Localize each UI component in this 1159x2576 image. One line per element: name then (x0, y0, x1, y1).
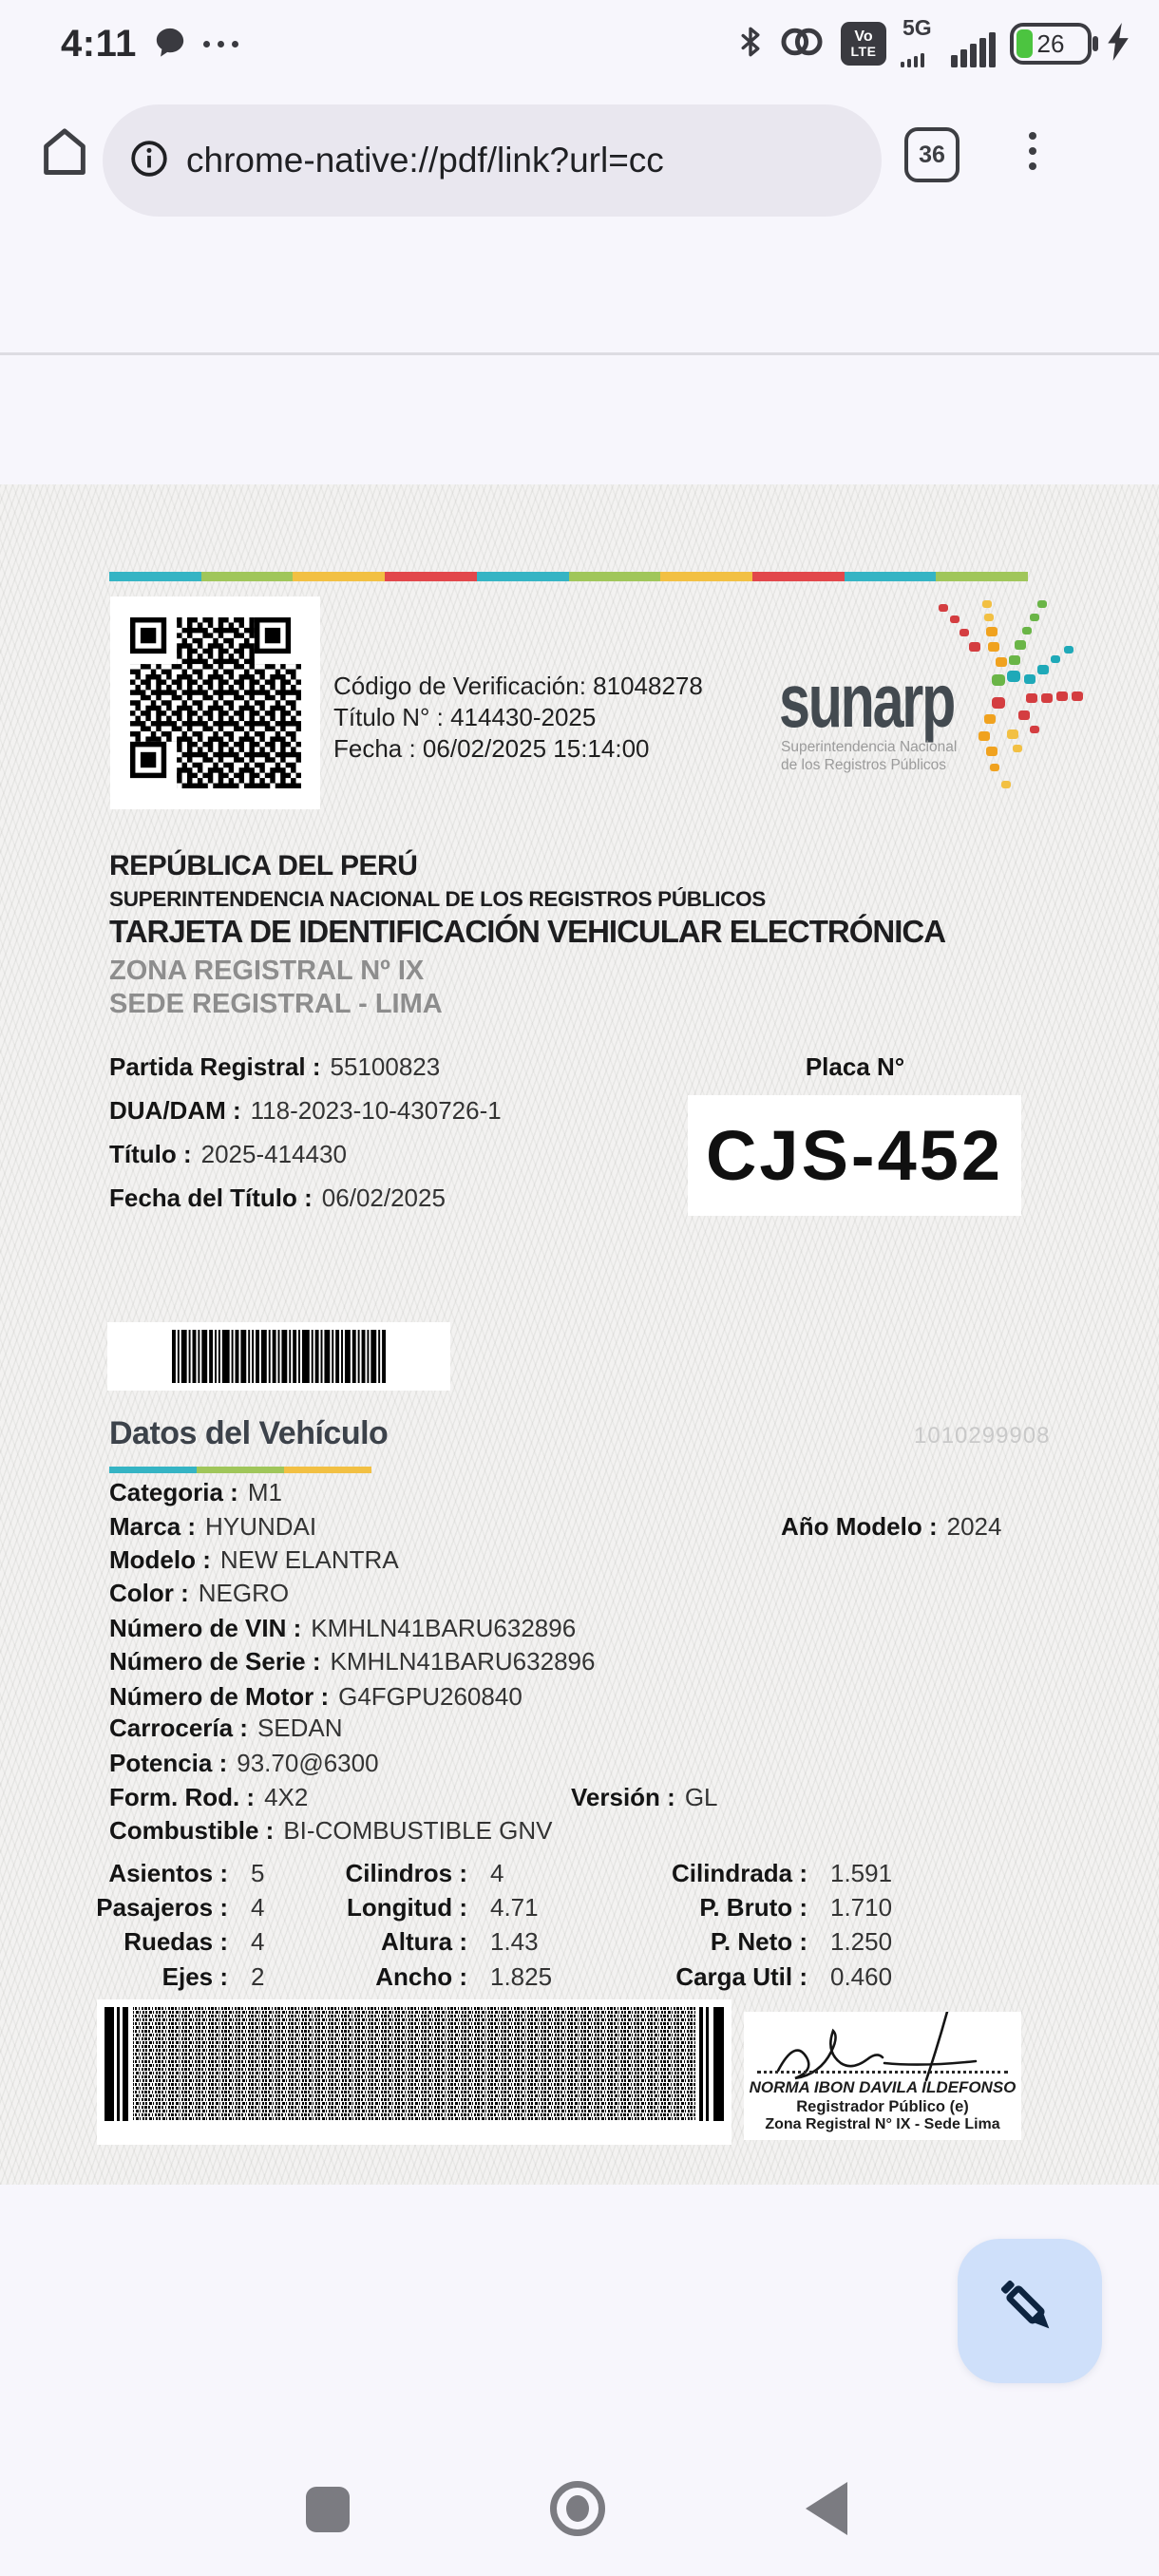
header-zone: ZONA REGISTRAL Nº IX (109, 956, 425, 986)
vehicle-section-heading: Datos del Vehículo (109, 1415, 389, 1451)
field-potencia: Potencia : 93.70@6300 (109, 1749, 379, 1777)
vehicle-heading-underline (109, 1467, 371, 1473)
field-serie: Número de Serie : KMHLN41BARU632896 (109, 1647, 596, 1676)
grid-row-4: Ejes : 2 Ancho : 1.825 Carga Util : 0.460 (162, 1962, 893, 1991)
home-nav-button[interactable] (550, 2481, 605, 2536)
battery-percent-label: 26 (1036, 28, 1065, 58)
network-type-label: 5G (902, 15, 932, 40)
url-text: chrome-native://pdf/link?url=cc (186, 141, 664, 180)
signal-bars-secondary-icon (901, 53, 924, 67)
field-categoria: Categoria : M1 (109, 1478, 282, 1506)
field-marca: Marca : HYUNDAI (109, 1512, 317, 1541)
pencil-icon (992, 2271, 1068, 2352)
volte-badge-icon: Vo LTE (841, 22, 886, 66)
edit-fab-button[interactable] (958, 2239, 1102, 2383)
registrar-name: NORMA IBON DAVILA ILDEFONSO (749, 2078, 1016, 2096)
linked-rings-icon (777, 25, 826, 64)
signature-block (744, 2012, 1021, 2140)
charging-bolt-icon (1106, 23, 1130, 66)
sunarp-starburst-icon (901, 593, 1091, 797)
tab-count-label: 36 (919, 141, 945, 168)
field-dua-dam: DUA/DAM : 118-2023-10-430726-1 (109, 1096, 502, 1125)
more-notifications-icon (203, 41, 238, 47)
sunarp-wordmark: sunarp (779, 658, 955, 743)
header-sede: SEDE REGISTRAL - LIMA (109, 989, 443, 1019)
field-motor: Número de Motor : G4FGPU260840 (109, 1682, 522, 1711)
field-color: Color : NEGRO (109, 1579, 290, 1607)
pdf-document (0, 484, 1159, 2185)
recents-button[interactable] (306, 2487, 350, 2532)
grid-row-3: Ruedas : 4 Altura : 1.43 P. Neto : 1.250 (124, 1927, 893, 1956)
field-partida-registral: Partida Registral : 55100823 (109, 1052, 441, 1081)
page-info-icon[interactable] (129, 139, 169, 183)
verification-title-number: Título N° : 414430-2025 (333, 703, 597, 731)
verification-date: Fecha : 06/02/2025 15:14:00 (333, 734, 650, 763)
battery-indicator (1010, 23, 1092, 65)
grid-row-2: Pasajeros : 4 Longitud : 4.71 P. Bruto : 1.710 (96, 1893, 893, 1922)
field-fecha-titulo: Fecha del Título : 06/02/2025 (109, 1184, 446, 1212)
field-vin: Número de VIN : KMHLN41BARU632896 (109, 1614, 577, 1642)
chat-bubble-icon (154, 26, 186, 63)
battery-nub (1092, 36, 1098, 51)
field-modelo: Modelo : NEW ELANTRA (109, 1545, 399, 1574)
registrar-zone: Zona Registral N° IX - Sede Lima (765, 2116, 1000, 2132)
home-button[interactable] (38, 125, 91, 179)
signature-dotted-line (757, 2071, 1008, 2074)
system-navigation-bar (0, 2466, 1159, 2561)
url-omnibox[interactable] (103, 104, 882, 217)
signal-bars-primary-icon (951, 32, 996, 67)
clock-time: 4:11 (61, 22, 137, 65)
sunarp-tagline-1: Superintendencia Nacional (781, 739, 958, 755)
toolbar-divider (0, 352, 1159, 355)
field-carroceria: Carrocería : SEDAN (109, 1714, 343, 1742)
barcode-2d-pdf417 (97, 1999, 732, 2145)
field-form-rod: Form. Rod. : 4X2 (109, 1783, 309, 1811)
field-ano-modelo: Año Modelo : 2024 (781, 1512, 1002, 1541)
plate-number-value: CJS-452 (705, 1116, 1004, 1195)
field-combustible: Combustible : BI-COMBUSTIBLE GNV (109, 1816, 553, 1845)
header-org: SUPERINTENDENCIA NACIONAL DE LOS REGISTROS PÚBLICOS (109, 887, 767, 911)
header-document-title: TARJETA DE IDENTIFICACIÓN VEHICULAR ELECTRÓNICA (109, 914, 946, 949)
field-titulo: Título : 2025-414430 (109, 1140, 347, 1168)
field-version: Versión : GL (571, 1783, 718, 1811)
verification-block (333, 671, 703, 765)
bluetooth-icon (738, 26, 763, 63)
browser-toolbar (0, 95, 1159, 256)
back-button[interactable] (806, 2482, 847, 2535)
decorative-color-stripe (109, 572, 1028, 581)
sunarp-tagline-2: de los Registros Públicos (781, 757, 947, 773)
registrar-role: Registrador Público (e) (796, 2098, 969, 2115)
tab-switcher-button[interactable] (904, 127, 960, 182)
serial-watermark: 1010299908 (914, 1423, 1051, 1449)
header-country: REPÚBLICA DEL PERÚ (109, 850, 418, 881)
plate-number-box (688, 1095, 1021, 1216)
grid-row-1: Asientos : 5 Cilindros : 4 Cilindrada : 1.591 (108, 1859, 893, 1887)
signal-strength-icon (901, 17, 996, 70)
qr-code (110, 597, 320, 809)
menu-button[interactable] (1009, 127, 1056, 175)
plate-number-label: Placa N° (805, 1052, 905, 1081)
status-bar (0, 0, 1159, 87)
barcode-1d (107, 1322, 450, 1391)
verification-code: Código de Verificación: 81048278 (333, 672, 703, 700)
